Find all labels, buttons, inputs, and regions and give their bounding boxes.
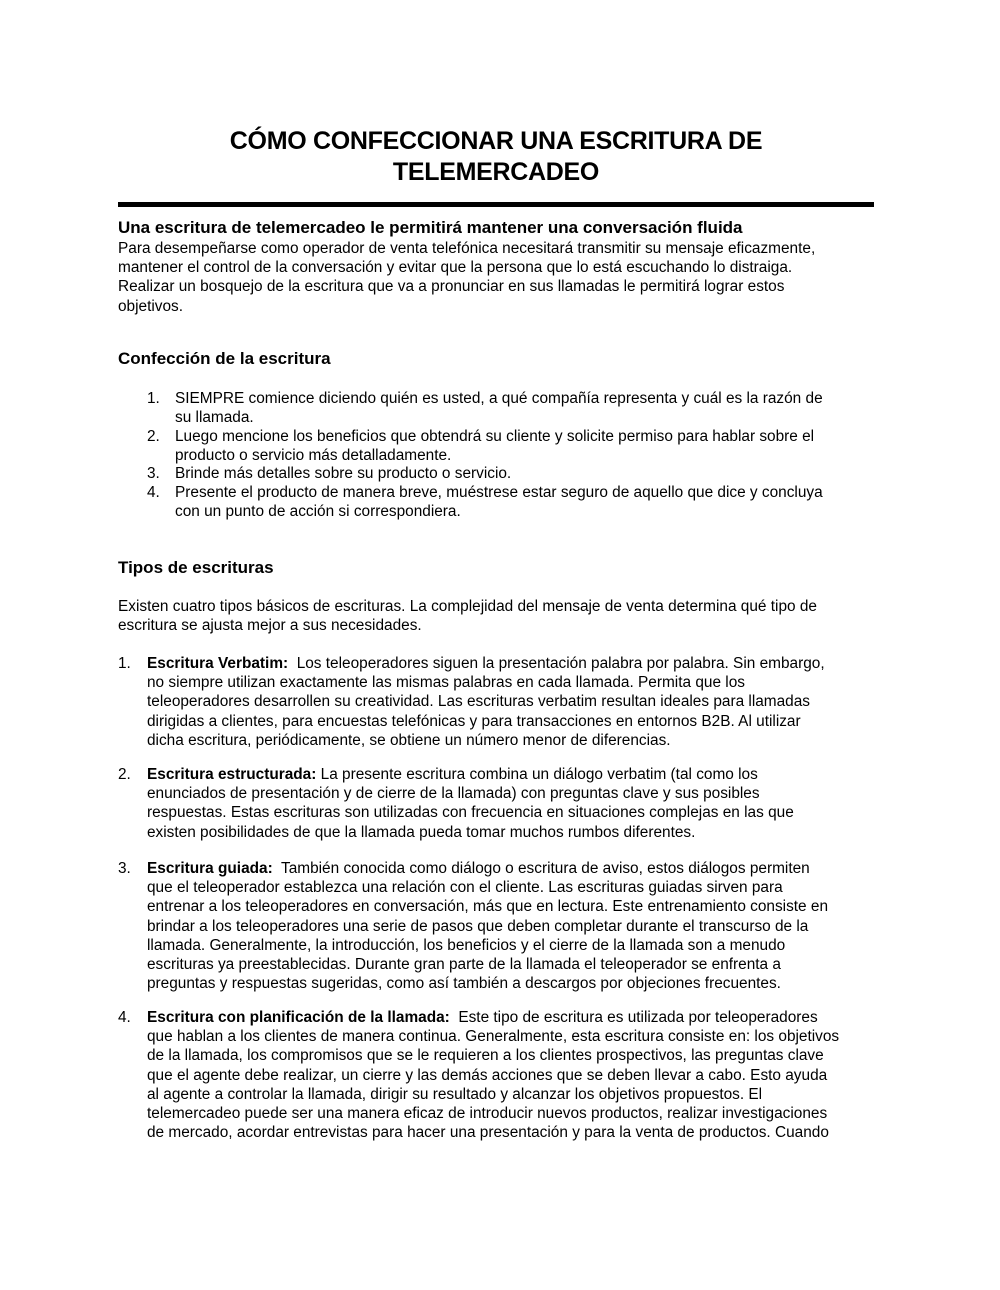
section-heading-confeccion: Confección de la escritura bbox=[118, 349, 331, 368]
tipo-term: Escritura estructurada: bbox=[147, 766, 317, 783]
list-text: con un punto de acción si correspondiera. bbox=[175, 503, 461, 521]
intro-heading: Una escritura de telemercadeo le permitirá mantener una conversación fluida bbox=[118, 218, 743, 237]
tipo-text: que el agente debe realizar, un cierre y las demás acciones que se deben llevar a cabo. Esto ayuda bbox=[147, 1066, 828, 1084]
title-line-2: TELEMERCADEO bbox=[392, 158, 600, 186]
intro-line: objetivos. bbox=[118, 297, 184, 315]
tipo-text: La presente escritura combina un diálogo verbatim (tal como los bbox=[316, 766, 758, 783]
tipo-text: al agente a controlar la llamada, dirigir su resultado y alcanzar los objetivos propuestos. El bbox=[147, 1085, 763, 1103]
tipos-intro-line: Existen cuatro tipos básicos de escrituras. La complejidad del mensaje de venta determina qué tipo de bbox=[118, 598, 817, 615]
tipo-text: respuestas. Estas escrituras son utilizadas con frecuencia en situaciones complejas en las que bbox=[147, 804, 794, 822]
tipo-text: preguntas y respuestas sugeridas, como así también a descargos por objeciones frecuentes. bbox=[147, 975, 781, 993]
intro-line: mantener el control de la conversación y evitar que la persona que lo está escuchando lo distraiga. bbox=[118, 259, 793, 277]
tipo-term: Escritura con planificación de la llamada: bbox=[147, 1009, 450, 1026]
list-number: 2. bbox=[147, 428, 160, 445]
intro-line: Para desempeñarse como operador de venta telefónica necesitará transmitir su mensaje eficazmente, bbox=[118, 240, 816, 257]
list-number: 1. bbox=[118, 655, 131, 672]
tipos-intro bbox=[118, 597, 888, 635]
tipo-term: Escritura Verbatim: bbox=[147, 655, 289, 672]
tipos-intro-line: escritura se ajusta mejor a sus necesidades. bbox=[118, 617, 422, 635]
tipo-text: existen posibilidades de que la llamada pueda tomar muchos rumbos diferentes. bbox=[147, 823, 696, 841]
list-text: Brinde más detalles sobre su producto o servicio. bbox=[175, 465, 512, 482]
tipo-text: no siempre utilizan exactamente las mismas palabras en cada llamada. Permita que los bbox=[147, 674, 745, 692]
tipo-text: telemercadeo puede ser una manera eficaz de introducir nuevos productos, realizar investigaciones bbox=[147, 1105, 828, 1123]
tipo-text: brindar a los teleoperadores una serie de pasos que deben completar durante el transcurso de la bbox=[147, 917, 809, 935]
list-number: 4. bbox=[147, 484, 160, 501]
tipo-text: que hablan a los clientes de manera continua. Generalmente, esta escritura consiste en: los objetivos bbox=[147, 1028, 840, 1046]
list-number: 2. bbox=[118, 766, 131, 783]
tipo-text: enunciados de presentación y de cierre de la llamada) con preguntas clave y sus posibles bbox=[147, 785, 760, 803]
tipo-text: que el teleoperador establezca una relación con el cliente. Las escrituras guiadas sirven para bbox=[147, 879, 783, 897]
list-number: 4. bbox=[118, 1009, 131, 1026]
list-text: Luego mencione los beneficios que obtendrá su cliente y solicite permiso para hablar sobre el bbox=[175, 428, 815, 445]
tipo-term: Escritura guiada: bbox=[147, 860, 273, 877]
list-number: 3. bbox=[118, 860, 131, 877]
tipo-text: llamada. Generalmente, la introducción, los beneficios y el cierre de la llamada son a menudo bbox=[147, 936, 786, 954]
tipo-text: de mercado, acordar entrevistas para hacer una presentación y para la venta de productos. Cuando bbox=[147, 1124, 829, 1142]
list-number: 1. bbox=[147, 390, 160, 407]
tipo-text: Este tipo de escritura es utilizada por teleoperadores bbox=[449, 1009, 818, 1026]
tipo-text: de la llamada, los compromisos que se le requieren a los clientes prospectivos, las preguntas clave bbox=[147, 1047, 824, 1065]
tipo-text: entrenar a los teleoperadores en conversación, más que en lectura. Este entrenamiento consiste en bbox=[147, 898, 829, 916]
tipo-text: escrituras ya preestablecidas. Durante gran parte de la llamada el teleoperador se enfrenta a bbox=[147, 956, 781, 974]
section-heading-tipos: Tipos de escrituras bbox=[118, 558, 274, 577]
tipo-text: teleoperadores desarrollen su creatividad. Las escrituras verbatim resultan ideales para llamadas bbox=[147, 693, 810, 711]
tipo-text: dirigidas a clientes, para encuestas telefónicas y para transacciones en entornos B2B. Al utilizar bbox=[147, 712, 801, 730]
title-line-1: CÓMO CONFECCIONAR UNA ESCRITURA DE bbox=[229, 127, 763, 155]
tipo-text: También conocida como diálogo o escritura de aviso, estos diálogos permiten bbox=[272, 860, 810, 877]
document-title bbox=[118, 126, 874, 188]
list-text: producto o servicio más detalladamente. bbox=[175, 447, 452, 465]
list-number: 3. bbox=[147, 465, 160, 482]
title-divider bbox=[118, 202, 874, 207]
list-text: SIEMPRE comience diciendo quién es usted, a qué compañía representa y cuál es la razón de bbox=[175, 390, 823, 407]
intro-line: Realizar un bosquejo de la escritura que va a pronunciar en sus llamadas le permitirá lograr estos bbox=[118, 278, 785, 296]
list-text: Presente el producto de manera breve, muéstrese estar seguro de aquello que dice y concluya bbox=[175, 484, 823, 501]
list-text: su llamada. bbox=[175, 409, 254, 427]
intro-paragraph bbox=[118, 239, 888, 316]
tipo-text: dicha escritura, periódicamente, se obtiene un número menor de diferencias. bbox=[147, 731, 671, 749]
tipo-text: Los teleoperadores siguen la presentación palabra por palabra. Sin embargo, bbox=[288, 655, 825, 672]
